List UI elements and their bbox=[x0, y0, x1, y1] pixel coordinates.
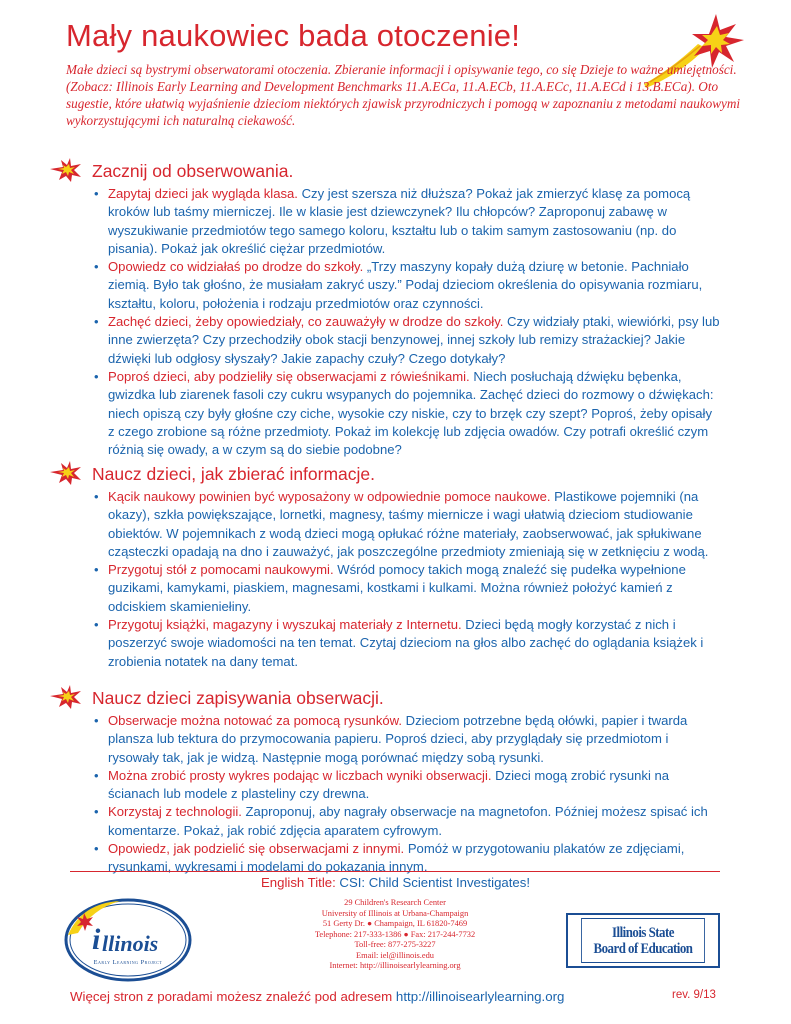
list-item: • Opowiedz co widziałaś po drodze do szkoły. „Trzy maszyny kopały dużą dziurę w betonie. Pachniało ziemią. Było tak głośno, że musiałam zakryć uszy.” Podaj dzieciom określenia do opisywania rozmiaru, kształtu, koloru, położenia i rodzaju przedmiotów oraz czynności. bbox=[92, 258, 722, 313]
footer-text: Więcej stron z poradami możesz znaleźć pod adresem bbox=[70, 989, 396, 1004]
section-heading: Zacznij od obserwowania. bbox=[92, 161, 294, 181]
list-item: • Można zrobić prosty wykres podając w liczbach wyniki obserwacji. Dzieci mogą zrobić rysunki na ścianach lub modele z plasteliny czy drewna. bbox=[92, 767, 722, 804]
contact-line: 29 Children's Research Center bbox=[344, 898, 446, 907]
bullet-list bbox=[92, 712, 722, 877]
list-item: • Kącik naukowy powinien być wyposażony w odpowiednie pomoce naukowe. Plastikowe pojemniki (na okazy), szkła powiększające, lornetki, magnesy, taśmy miernicze i wagi ułatwią dzieciom studiowanie obiektów. W pojemnikach z wodą dzieci mogą opłukać różne materiały, zaobserwować, jak spłukiwane cząsteczki opadają na dno i zauważyć, jak poszczególne przedmioty zmieniają się w zetknięciu z wodą. bbox=[92, 488, 722, 561]
list-item: • Opowiedz, jak podzielić się obserwacjami z innymi. Pomóż w przygotowaniu plakatów ze zdjęciami, rysunkami, wykresami i modelami do pokazania innym. bbox=[92, 840, 722, 877]
svg-text:llinois: llinois bbox=[102, 931, 159, 956]
english-title bbox=[0, 875, 791, 890]
bullet-list bbox=[92, 488, 722, 671]
contact-line: Telephone: 217-333-1386 ● Fax: 217-244-7732 bbox=[314, 929, 476, 939]
star-bullet-icon bbox=[48, 684, 82, 710]
illinois-early-learning-logo bbox=[62, 895, 196, 985]
section-heading: Naucz dzieci zapisywania obserwacji. bbox=[92, 688, 384, 708]
isbe-line: Board of Education bbox=[593, 940, 693, 957]
list-item: • Poproś dzieci, aby podzieliły się obserwacjami z rówieśnikami. Niech posłuchają dźwięku bębenka, gwizdka lub ziarenek fasoli czy cukru wsypanych do pojemnika. Zachęć dzieci do rozmowy o dźwiękach: niech opiszą czy były głośne czy ciche, wysokie czy niskie, czy to brzęk czy szept? Poproś, żeby opisały z czego zrobione są różne przedmioty. Pokaż im kolekcję lub zdjęcia owadów. Czy potrafi określić czym różnią się owady, a w czym są do siebie podobne? bbox=[92, 368, 722, 459]
english-title-label: English Title: bbox=[261, 875, 336, 890]
svg-text:Early Learning Project: Early Learning Project bbox=[93, 959, 163, 966]
list-item: • Obserwacje można notować za pomocą rysunków. Dzieciom potrzebne będą ołówki, papier i twarda plansza lub tektura do przymocowania papieru. Poproś dzieci, aby przyglądały się przedmiotom i rysowały tak, jak je widzą. Następnie mogą porównać między sobą rysunki. bbox=[92, 712, 722, 767]
footer-divider bbox=[70, 871, 720, 872]
contact-line: 51 Gerty Dr. ● Champaign, IL 61820-7469 bbox=[322, 919, 468, 928]
contact-line: University of Illinois at Urbana-Champaign bbox=[321, 908, 469, 918]
english-title-value: CSI: Child Scientist Investigates! bbox=[335, 875, 530, 890]
list-item: • Zachęć dzieci, żeby opowiedziały, co zauważyły w drodze do szkoły. Czy widziały ptaki, wiewiórki, psy lub inne zwierzęta? Czy przechodziły obok stacji benzynowej, innej szkoły lub remizy strażackiej? Jakie dźwięki lub odgłosy słyszały? Jakie zapachy czuły? Czego dotykały? bbox=[92, 313, 722, 368]
star-bullet-icon bbox=[48, 157, 82, 183]
contact-line: Toll-free: 877-275-3227 bbox=[354, 940, 436, 949]
contact-email: Email: iel@illinois.edu bbox=[356, 950, 434, 960]
list-item: • Przygotuj książki, magazyny i wyszukaj materiały z Internetu. Dzieci będą mogły korzystać z nich i poszerzyć swoje wiadomości na ten temat. Czytaj dzieciom na głos albo zachęć do oglądania książek i zrobienia notatek na dany temat. bbox=[92, 616, 722, 671]
footer-link[interactable]: http://illinoisearlylearning.org bbox=[395, 989, 565, 1004]
contact-info bbox=[280, 898, 510, 972]
list-item: • Przygotuj stół z pomocami naukowymi. Wśród pomocy takich mogą znaleźć się pudełka wypełnione guzikami, kamykami, piaskiem, magnesami, kostkami i kulkami. Można również położyć kamień z odciskiem skamieniełiny. bbox=[92, 561, 722, 616]
svg-text:i: i bbox=[92, 923, 101, 956]
intro-paragraph: Małe dzieci są bystrymi obserwatorami otoczenia. Zbieranie informacji i opisywanie tego, co się Dzieje to ważne umiejętności. (Zobacz: Illinois Early Learning and Development Benchmarks 11.A.ECa, 11.A.ECb, 11.A.ECc, 11.A.ECd i 13.B.ECa). Oto sugestie, które ułatwią wyjaśnienie dzieciom niektórych zjawisk przyrodniczych i pomogą w zapoznaniu z metodami naukowymi wykorzystującymi ich naturalną ciekawość. bbox=[66, 62, 741, 129]
bullet-list bbox=[92, 185, 722, 459]
revision-label: rev. 9/13 bbox=[672, 989, 716, 1001]
list-item: • Zapytaj dzieci jak wygląda klasa. Czy jest szersza niż dłuższa? Pokaż jak zmierzyć klasę za pomocą kroków lub taśmy mierniczej. Ile w klasie jest dziewczynek? Ilu chłopców? Zaproponuj zabawę w wyszukiwanie przedmiotów tego samego koloru, kształtu lub o takim samym zastosowaniu (np. do pisania). Pokaż jak określić ciężar przedmiotów. bbox=[92, 185, 722, 258]
star-bullet-icon bbox=[48, 460, 82, 486]
footer-more-info bbox=[70, 989, 564, 1004]
page-title: Mały naukowiec bada otoczenie! bbox=[66, 18, 521, 53]
contact-website: Internet: http://illinoisearlylearning.org bbox=[329, 961, 461, 970]
section-heading: Naucz dzieci, jak zbierać informacje. bbox=[92, 464, 376, 484]
list-item: • Korzystaj z technologii. Zaproponuj, aby nagrały obserwacje na magnetofon. Później możesz spisać ich komentarze. Pokaż, jak robić zdjęcia aparatem cyfrowym. bbox=[92, 803, 722, 840]
isbe-logo bbox=[566, 913, 720, 968]
isbe-line: Illinois State bbox=[612, 924, 674, 941]
